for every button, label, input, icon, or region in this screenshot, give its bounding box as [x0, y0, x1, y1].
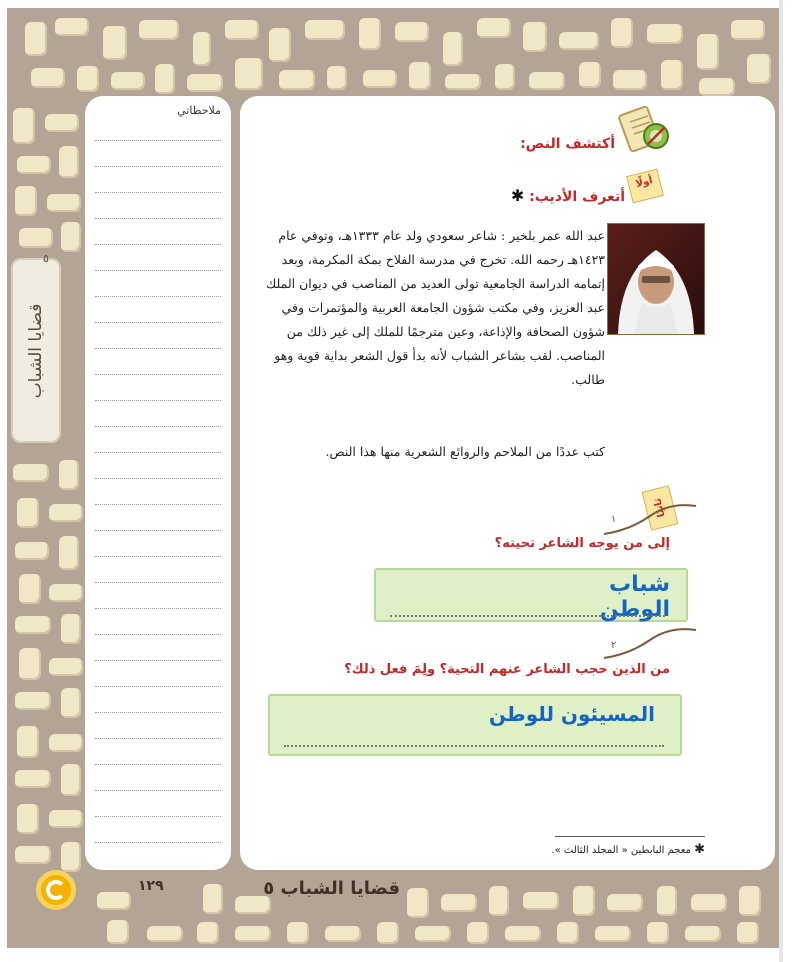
discover-title: أكتشف النص: — [520, 136, 615, 152]
q2-question: من الذين حجب الشاعر عنهم التحية؟ ولِمَ فعل ذلك؟ — [344, 662, 670, 677]
unit-side-tab — [11, 258, 61, 443]
footnote — [420, 842, 705, 857]
bio-line: عبد الله عمر بلخير : شاعر سعودي ولد عام ١٣٣٣هـ، وتوفي عام — [278, 228, 605, 243]
bio-line: عبد العزيز، وفي مكتب شؤون الجامعة العربية والمؤتمرات وفي — [281, 300, 605, 315]
author-photo — [607, 223, 705, 335]
footnote-marker: ✱ — [694, 842, 705, 857]
bio-line: إتمامه الدراسة الجامعية تولى العديد من المناصب في ديوان الملك — [265, 276, 605, 291]
first-badge-label: أولًا — [634, 175, 654, 191]
bio-line: شؤون الصحافة والإذاعة، وعين مترجمًا للملك إلى غير ذلك من — [286, 324, 605, 339]
q2-answer-line — [284, 745, 664, 747]
unit-side-tab-title: قضايا الشباب — [26, 303, 46, 398]
q1-answer: شباب الوطن — [599, 572, 670, 622]
bio-line: المناصب. لقب بشاعر الشباب لأنه بدأ قول الشعر بداية قوية وهو — [274, 348, 605, 363]
q1-question: إلى من يوجه الشاعر تحيته؟ — [494, 536, 670, 551]
q2-number: ٢ — [611, 640, 617, 651]
author-works: كتب عددًا من الملاحم والروائع الشعرية منها هذا النص. — [325, 444, 605, 459]
notes-title: ملاحظاتي — [177, 104, 221, 117]
page-number: ١٢٩ — [138, 878, 164, 894]
footnote-text: معجم البابطين « المجلد الثالث ». — [551, 845, 691, 856]
unit-side-number: ٥ — [43, 252, 49, 265]
author-title-label: أتعرف الأديب: — [529, 189, 625, 205]
q1-number: ١ — [611, 514, 617, 525]
publisher-logo — [36, 870, 76, 910]
footer-unit-title: قضايا الشباب ٥ — [263, 878, 400, 899]
author-marker: ✱ — [510, 186, 525, 205]
q1-answer-line — [390, 615, 665, 617]
notes-panel — [85, 96, 231, 870]
bio-line: طالب. — [571, 372, 605, 387]
second-badge-label: ثانيًا — [652, 496, 668, 519]
page-edge — [779, 0, 783, 962]
q2-answer: المسيئون للوطن — [488, 702, 655, 726]
logo-glyph-icon — [46, 880, 66, 900]
scroll-compass-icon — [618, 100, 674, 156]
author-bio — [250, 224, 605, 392]
author-title — [460, 186, 625, 205]
bio-line: ١٤٢٣هـ رحمه الله. تخرج في مدرسة الفلاح بمكة المكرمة، وبعد — [281, 252, 605, 267]
footnote-divider — [555, 836, 705, 837]
